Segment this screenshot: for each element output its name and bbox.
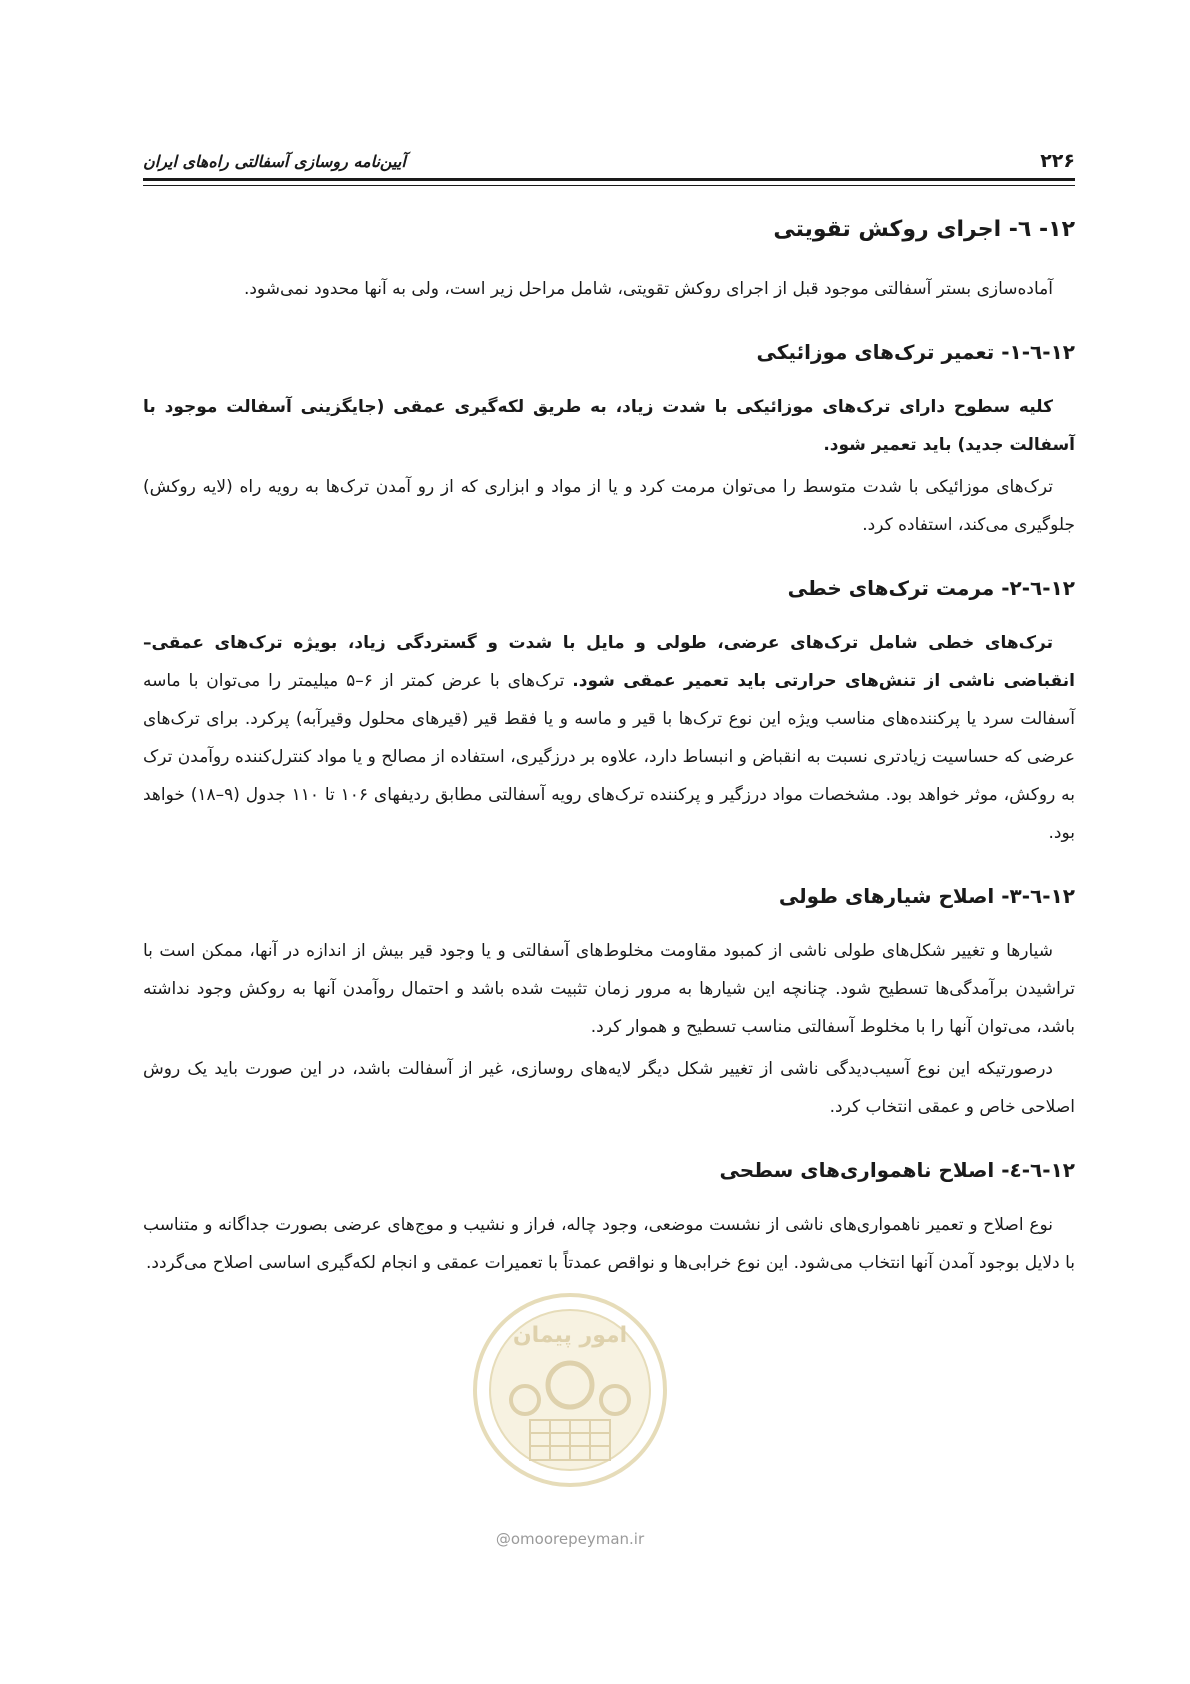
section-main <box>143 210 1075 308</box>
paragraph: نوع اصلاح و تعمیر ناهمواری‌های ناشی از نشست موضعی، وجود چاله، فراز و نشیب و موج‌های عرضی بصورت جداگانه و متناسب با دلایل بوجود آمدن آنها انتخاب می‌شود. این نوع خرابی‌ها و نواقص عمدتاً با تعمیرات عمقی و انجام لکه‌گیری اساسی اصلاح می‌گردد. <box>143 1215 1075 1273</box>
paragraph: درصورتیکه این نوع آسیب‌دیدگی ناشی از تغییر شکل دیگر لایه‌های روسازی، غیر از آسفالت باشد، در این صورت باید یک روش اصلاحی خاص و عمقی انتخاب کرد. <box>143 1059 1075 1117</box>
section-1 <box>143 332 1075 544</box>
paragraph: آماده‌سازی بستر آسفالتی موجود قبل از اجرای روکش تقویتی، شامل مراحل زیر است، ولی به آنها محدود نمی‌شود. <box>243 279 1053 299</box>
body-text: ترک‌های با عرض کمتر از ۶–۵ میلیمتر را می‌توان با ماسه آسفالت سرد یا پرکننده‌های مناسب ویژه این نوع ترک‌ها با قیر و ماسه و یا فقط قیر (قیرهای محلول وقیرآبه) پرکرد. برای ترک‌های عرضی که حساسیت زیادتری نسبت به انقباض و انبساط دارد، علاوه بر درزگیری، استفاده از مصالح و یا مواد کنترل‌کننده روآمدن ترک به روکش، موثر خواهد بود. مشخصات مواد درزگیر و پرکننده ترک‌های رویه آسفالتی مطابق ردیفهای ۱۰۶ تا ۱۱۰ جدول (۹–۱۸) خواهد بود. <box>143 671 1075 843</box>
bold-paragraph: کلیه سطوح دارای ترک‌های موزائیکی با شدت زیاد، به طریق لکه‌گیری عمقی (جایگزینی آسفالت موجود با آسفالت جدید) باید تعمیر شود. <box>143 397 1075 455</box>
section-heading: ۱۲-٦-٤- اصلاح ناهمواری‌های سطحی <box>719 1158 1075 1182</box>
page-content <box>143 210 1075 1306</box>
bold-text: ترک‌های خطی شامل ترک‌های عرضی، طولی و مایل با شدت و گستردگی زیاد، بویژه ترک‌های عمقی– انقباضی ناشی از تنش‌های حرارتی باید تعمیر عمقی شود. <box>143 633 1075 691</box>
paragraph: شیارها و تغییر شکل‌های طولی ناشی از کمبود مقاومت مخلوط‌های آسفالتی و یا وجود قیر بیش از اندازه در آنها، ممکن است با تراشیدن برآمدگی‌ها تسطیح شود. چنانچه این شیارها به مرور زمان تثبیت شده باشد و احتمال روآمدن آنها به روکش وجود نداشته باشد، می‌توان آنها را با مخلوط آسفالتی مناسب تسطیح و هموار کرد. <box>143 941 1075 1037</box>
header-rule-thick <box>143 178 1075 181</box>
section-4 <box>143 1150 1075 1282</box>
header-rule-thin <box>143 185 1075 186</box>
page-number: ۲۲۶ <box>1040 150 1075 172</box>
watermark-seal-icon <box>470 1290 670 1490</box>
section-heading: ۱۲-٦-۳- اصلاح شیارهای طولی <box>778 884 1075 908</box>
section-2 <box>143 568 1075 852</box>
running-title: آیین‌نامه روسازی آسفالتی راه‌های ایران <box>143 152 406 171</box>
section-heading: ۱۲-٦-۲- مرمت ترک‌های خطی <box>787 576 1075 600</box>
watermark-url: @omoorepeyman.ir <box>495 1530 645 1548</box>
watermark-seal-text: امور پیمان <box>512 1323 628 1348</box>
section-3 <box>143 876 1075 1126</box>
section-heading: ۱۲-٦-۱- تعمیر ترک‌های موزائیکی <box>756 340 1075 364</box>
paragraph <box>143 624 1075 852</box>
section-heading: ۱۲- ٦- اجرای روکش تقویتی <box>773 217 1075 242</box>
paragraph: ترک‌های موزائیکی با شدت متوسط را می‌توان مرمت کرد و یا از مواد و ابزاری که از رو آمدن ترک‌ها به رویه راه (لایه روکش) جلوگیری می‌کند، استفاده کرد. <box>143 477 1075 535</box>
